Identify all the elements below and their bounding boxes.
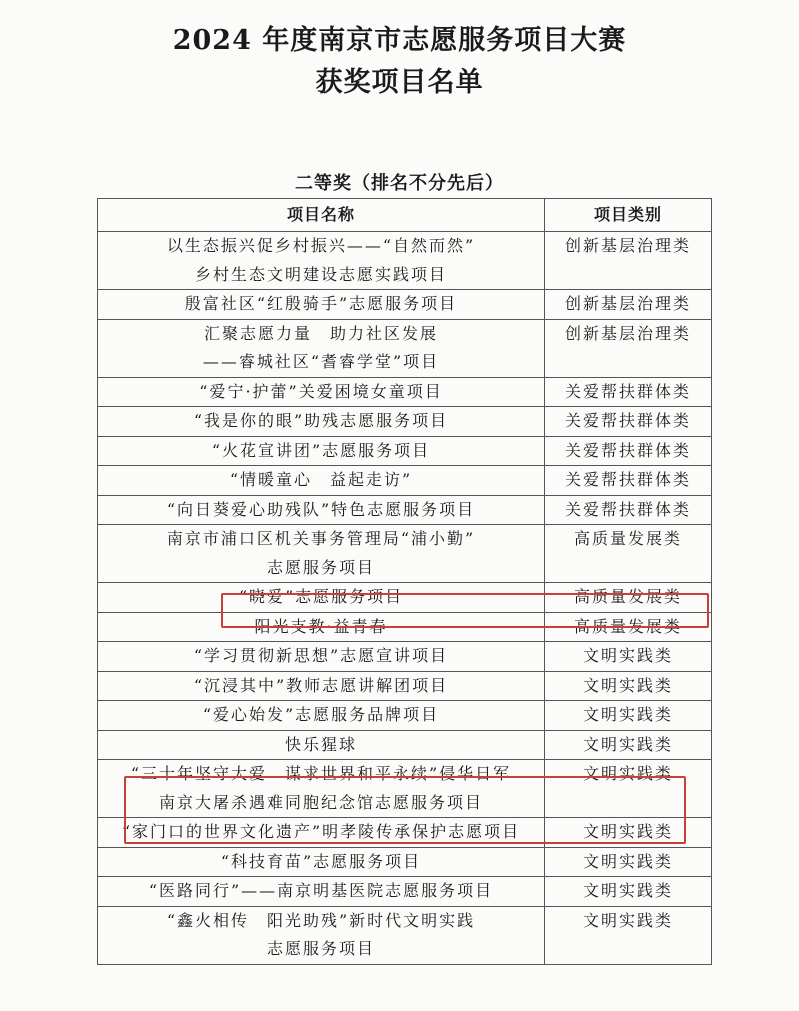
project-category-cell: 关爱帮扶群体类 [545,495,712,525]
project-name-cell [98,583,545,613]
table-body [98,232,712,965]
project-name-line: “鑫火相传 阳光助残”新时代文明实践 [166,910,476,930]
table-row [98,495,712,525]
project-category-cell: 文明实践类 [545,760,712,818]
project-name-line: “三十年坚守大爱 谋求世界和平永续”侵华日军 [130,764,512,783]
project-name-cell [98,319,545,377]
table-row [98,466,712,496]
project-name-line: “情暖童心 益起走访” [229,470,413,489]
project-name-line: 志愿服务项目 [266,557,375,577]
project-name-cell [98,760,545,818]
table-row [98,906,712,964]
project-name-line: 阳光支教·益青春 [254,616,388,636]
table-row [98,847,712,877]
document-title-line2: 获奖项目名单 [315,67,484,98]
document-title-line1: 2024 年度南京市志愿服务项目大赛 [172,25,627,56]
table-row [98,583,712,613]
project-name-cell [98,232,545,290]
table-row [98,525,712,583]
project-category-cell: 文明实践类 [545,877,712,907]
project-name-line: 乡村生态文明建设志愿实践项目 [194,264,447,284]
project-category-cell: 文明实践类 [545,730,712,760]
project-name-line: 南京大屠杀遇难同胞纪念馆志愿服务项目 [158,792,483,812]
project-name-line: 志愿服务项目 [266,939,375,958]
project-name-cell [98,642,545,672]
project-name-line: ——睿城社区“耆睿学堂”项目 [202,352,440,371]
project-name-cell [98,377,545,407]
project-name-line: 快乐猩球 [284,734,357,754]
project-category-cell: 文明实践类 [545,671,712,701]
project-category-cell: 文明实践类 [545,701,712,731]
project-category-cell: 文明实践类 [545,847,712,877]
project-category-cell: 文明实践类 [545,906,712,964]
project-category-cell: 关爱帮扶群体类 [545,466,712,496]
project-name-line: 南京市浦口区机关事务管理局“浦小勤” [166,529,476,548]
project-name-line: “家门口的世界文化遗产”明孝陵传承保护志愿项目 [121,822,521,841]
project-name-cell [98,877,545,907]
table-row [98,671,712,701]
project-name-line: “医路同行”——南京明基医院志愿服务项目 [148,881,494,900]
project-name-cell [98,495,545,525]
project-category-cell: 文明实践类 [545,818,712,848]
table-row [98,319,712,377]
project-name-cell [98,671,545,701]
project-name-cell [98,612,545,642]
table-row [98,642,712,672]
project-name-line: “火花宣讲团”志愿服务项目 [211,440,431,460]
table-row [98,377,712,407]
project-name-line: “我是你的眼”助残志愿服务项目 [193,411,449,430]
header-project-category: 项目类别 [545,199,712,232]
table-row [98,877,712,907]
project-name-line: “爱宁·护蕾”关爱困境女童项目 [199,381,443,401]
project-name-line: 汇聚志愿力量 助力社区发展 [203,323,438,343]
project-name-line: 以生态振兴促乡村振兴——“自然而然” [166,236,476,255]
project-name-line: “沉浸其中”教师志愿讲解团项目 [193,675,449,695]
project-name-cell [98,290,545,320]
table-row [98,232,712,290]
project-category-cell: 关爱帮扶群体类 [545,407,712,437]
project-name-cell [98,818,545,848]
project-name-cell [98,730,545,760]
project-name-line: “爱心始发”志愿服务品牌项目 [202,705,440,724]
table-row [98,760,712,818]
project-category-cell: 高质量发展类 [545,612,712,642]
table-row [98,612,712,642]
table-row [98,407,712,437]
project-name-line: 殷富社区“红殷骑手”志愿服务项目 [184,294,458,313]
project-category-cell: 高质量发展类 [545,583,712,613]
project-category-cell: 关爱帮扶群体类 [545,436,712,466]
project-category-cell: 创新基层治理类 [545,319,712,377]
table-row [98,290,712,320]
project-name-line: “学习贯彻新思想”志愿宣讲项目 [193,646,449,665]
project-category-cell: 创新基层治理类 [545,232,712,290]
project-name-cell [98,436,545,466]
table-row [98,436,712,466]
table-header-row [98,199,712,232]
project-name-line: “晓爱”志愿服务项目 [238,587,404,606]
project-name-cell [98,847,545,877]
project-name-cell [98,407,545,437]
project-category-cell: 关爱帮扶群体类 [545,377,712,407]
header-project-name: 项目名称 [98,199,545,232]
project-category-cell: 文明实践类 [545,642,712,672]
project-name-cell [98,906,545,964]
project-category-cell: 创新基层治理类 [545,290,712,320]
project-name-cell [98,525,545,583]
project-name-cell [98,466,545,496]
award-table [97,198,712,965]
project-category-cell: 高质量发展类 [545,525,712,583]
table-row [98,730,712,760]
table-row [98,818,712,848]
table-row [98,701,712,731]
project-name-line: “科技育苗”志愿服务项目 [220,851,422,871]
project-name-line: “向日葵爱心助残队”特色志愿服务项目 [166,499,476,519]
section-title: 二等奖（排名不分先后） [295,173,504,194]
project-name-cell [98,701,545,731]
